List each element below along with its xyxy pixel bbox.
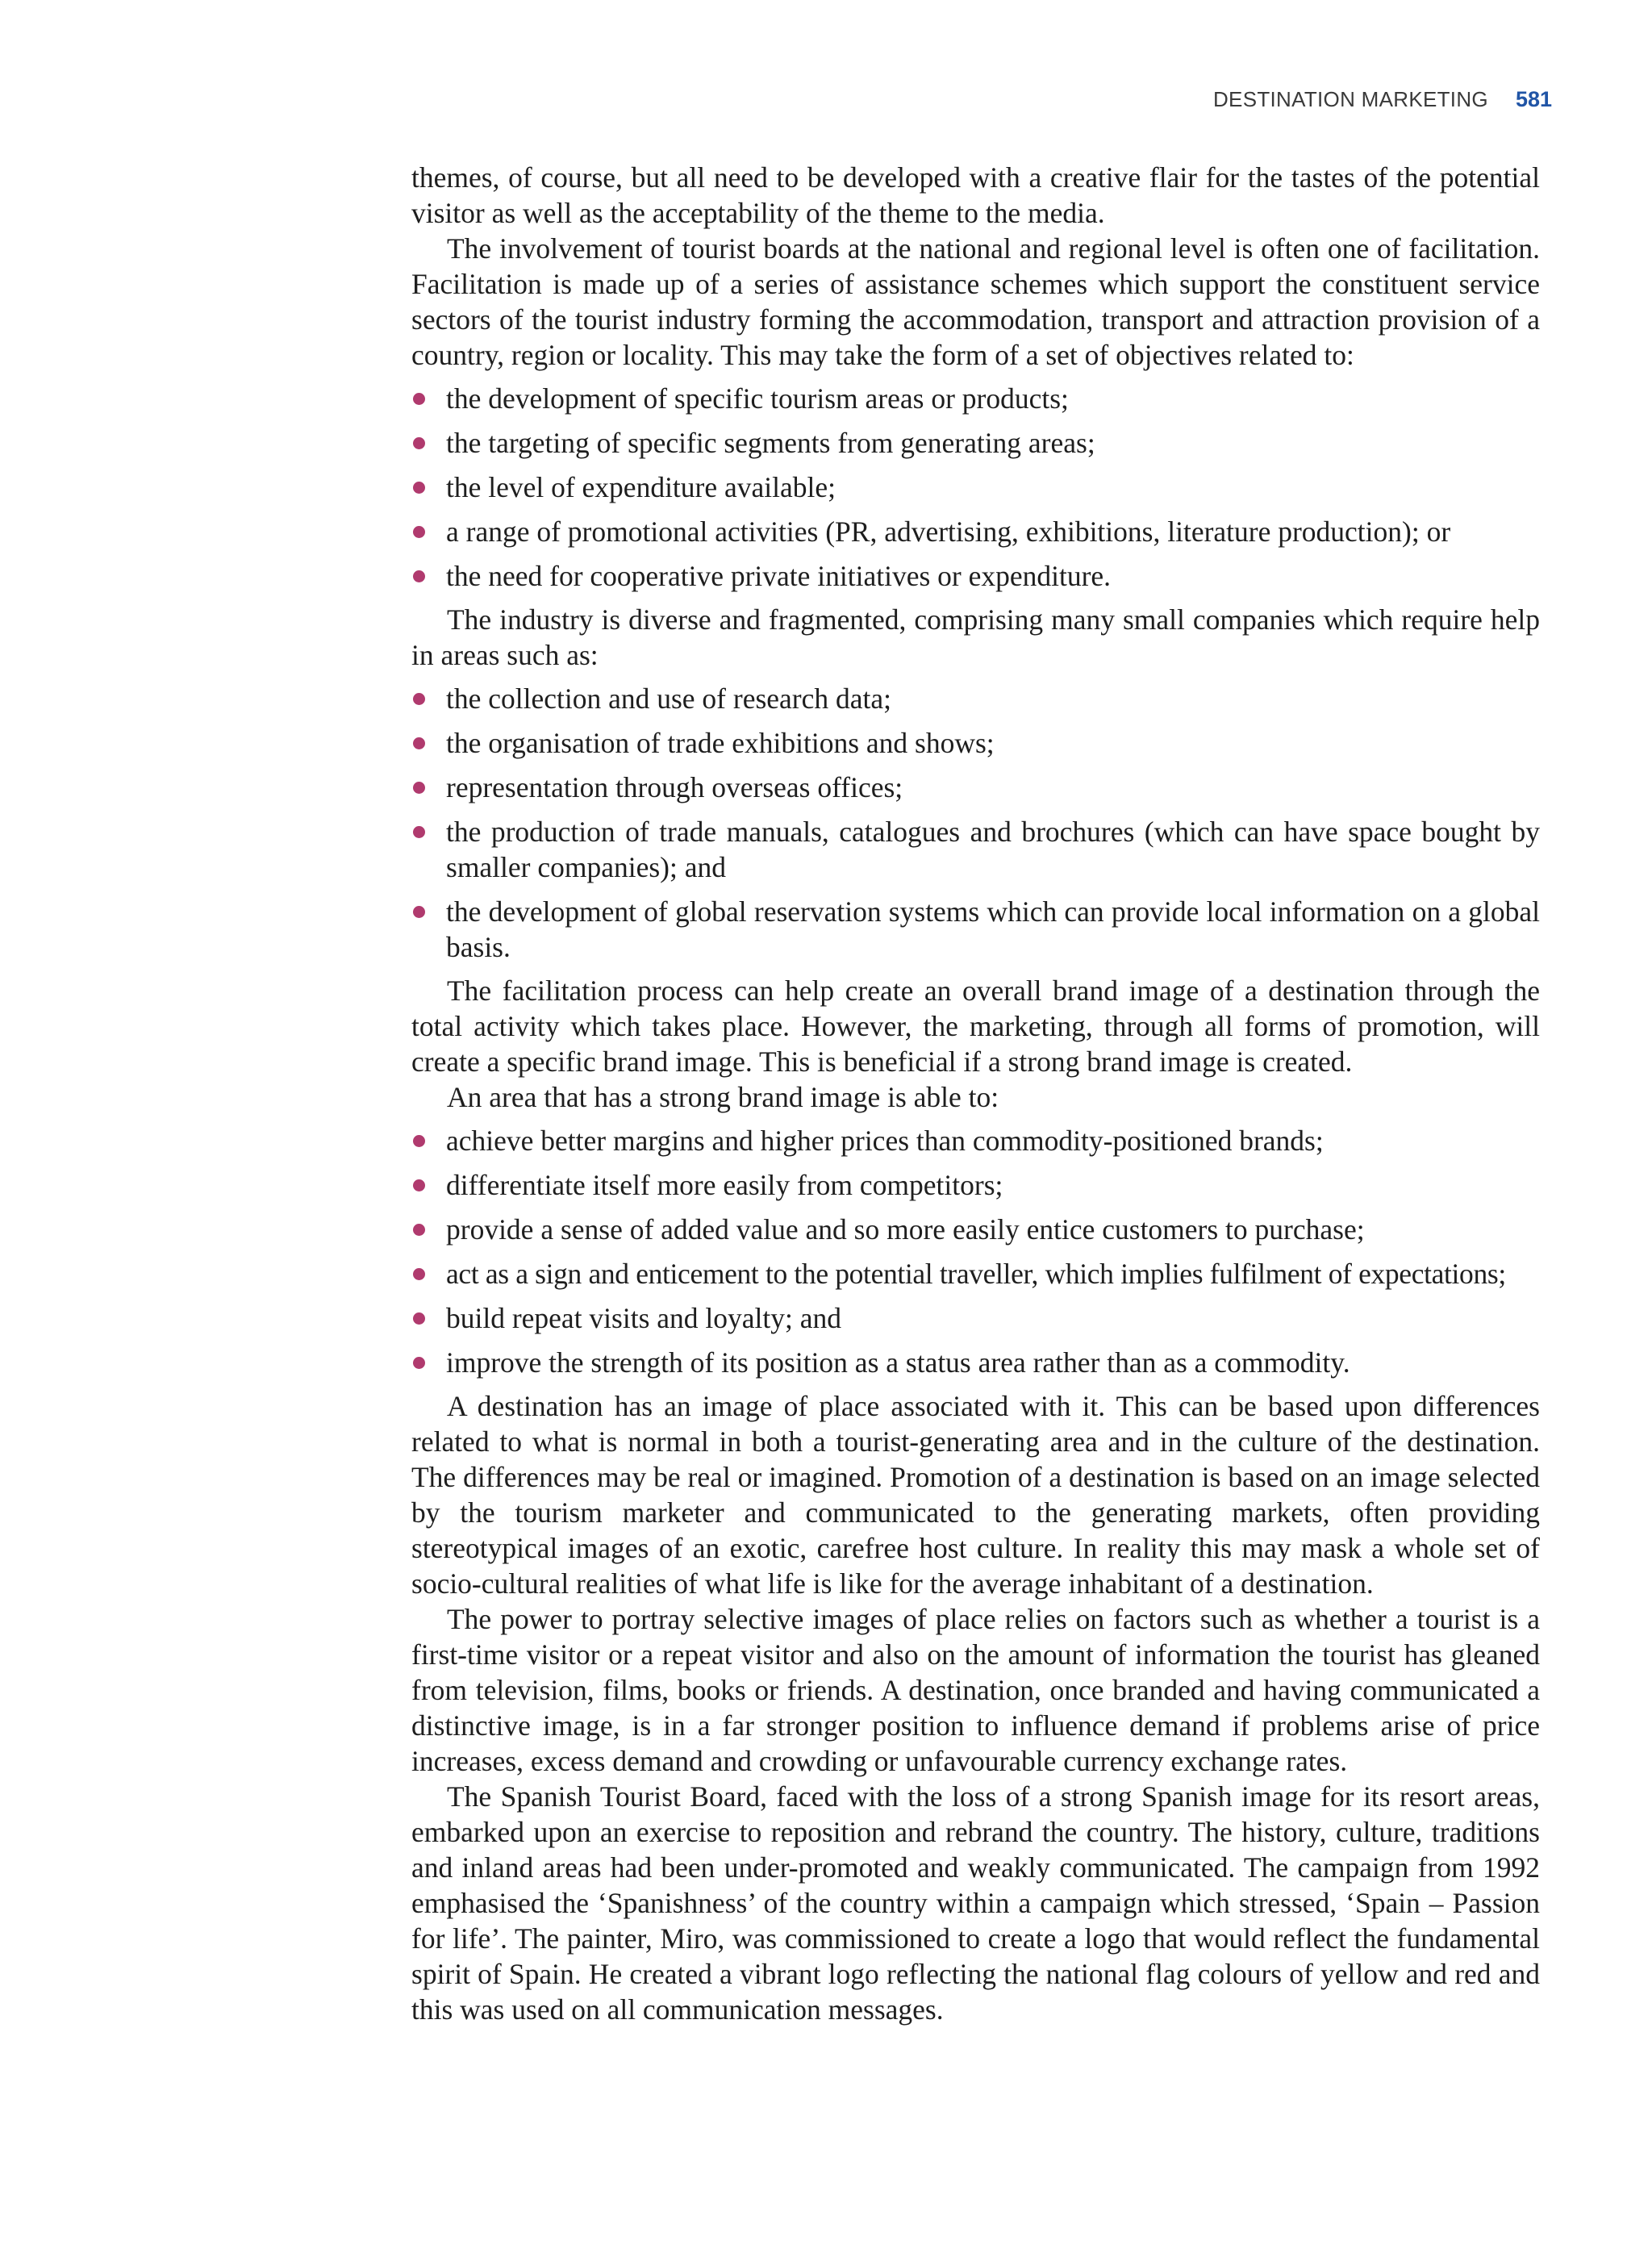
- bullet-icon: [413, 693, 425, 705]
- list-item: the collection and use of research data;: [411, 681, 1540, 716]
- list-item: improve the strength of its position as a status area rather than as a commodity.: [411, 1345, 1540, 1380]
- bullet-icon: [413, 570, 425, 582]
- list-item: the development of global reservation systems which can provide local information on a global basis.: [411, 894, 1540, 965]
- bullet-icon: [413, 1224, 425, 1236]
- list-item: the need for cooperative private initiatives or expenditure.: [411, 558, 1540, 594]
- list-item: act as a sign and enticement to the potential traveller, which implies fulfilment of expectations;: [411, 1256, 1540, 1292]
- list-item: achieve better margins and higher prices than commodity-positioned brands;: [411, 1123, 1540, 1158]
- bullet-icon: [413, 906, 425, 918]
- paragraph-selective-images: The power to portray selective images of place relies on factors such as whether a tourist is a first-time visitor or a repeat visitor and also on the amount of information the tourist has gleaned from television, films, books or friends. A destination, once branded and having communicated a distinctive image, is in a far stronger position to influence demand if problems arise of price increases, excess demand and crowding or unfavourable currency exchange rates.: [411, 1603, 1540, 1777]
- paragraph-strong-brand: An area that has a strong brand image is able to:: [447, 1081, 999, 1113]
- list-item: build repeat visits and loyalty; and: [411, 1300, 1540, 1336]
- paragraph-continued: themes, of course, but all need to be developed with a creative flair for the tastes of the potential visitor as well as the acceptability of the theme to the media.: [411, 161, 1540, 229]
- body-text: [411, 160, 1540, 2027]
- bullet-icon: [413, 482, 425, 494]
- bullet-icon: [413, 1312, 425, 1325]
- paragraph-brand-image: The facilitation process can help create an overall brand image of a destination through the total activity which takes place. However, the marketing, through all forms of promotion, will create a specific brand image. This is beneficial if a strong brand image is created.: [411, 974, 1540, 1078]
- paragraph-spanish-tourist-board: The Spanish Tourist Board, faced with the loss of a strong Spanish image for its resort areas, embarked upon an exercise to reposition and rebrand the country. The history, culture, traditions and inland areas had been under-promoted and weakly communicated. The campaign from 1992 emphasised the ‘Spanishness’ of the country within a campaign which stressed, ‘Spain – Passion for life’. The painter, Miro, was commissioned to create a logo that would reflect the fundamental spirit of Spain. He created a vibrant logo reflecting the national flag colours of yellow and red and this was used on all communication messages.: [411, 1780, 1540, 2026]
- help-areas-list: [411, 681, 1540, 965]
- list-item: the targeting of specific segments from generating areas;: [411, 425, 1540, 461]
- bullet-icon: [413, 437, 425, 449]
- bullet-icon: [413, 393, 425, 405]
- list-item: a range of promotional activities (PR, advertising, exhibitions, literature production); or: [411, 514, 1540, 549]
- list-item: the production of trade manuals, catalogues and brochures (which can have space bought by smaller companies); and: [411, 814, 1540, 885]
- bullet-icon: [413, 1135, 425, 1147]
- page-number: 581: [1515, 87, 1552, 111]
- list-item: the development of specific tourism areas or products;: [411, 381, 1540, 416]
- bullet-icon: [413, 782, 425, 794]
- bullet-icon: [413, 526, 425, 538]
- list-item: the level of expenditure available;: [411, 469, 1540, 505]
- running-head: [1213, 87, 1552, 112]
- brand-benefits-list: [411, 1123, 1540, 1380]
- paragraph-industry: The industry is diverse and fragmented, comprising many small companies which require help in areas such as:: [411, 603, 1540, 671]
- bullet-icon: [413, 1268, 425, 1280]
- bullet-icon: [413, 826, 425, 838]
- list-item: provide a sense of added value and so more easily entice customers to purchase;: [411, 1212, 1540, 1247]
- list-item: the organisation of trade exhibitions and shows;: [411, 725, 1540, 761]
- list-item: representation through overseas offices;: [411, 770, 1540, 805]
- bullet-icon: [413, 1357, 425, 1369]
- running-title: DESTINATION MARKETING: [1212, 87, 1488, 111]
- bullet-icon: [413, 737, 425, 749]
- list-item: differentiate itself more easily from competitors;: [411, 1167, 1540, 1203]
- objectives-list: [411, 381, 1540, 594]
- paragraph-facilitation: The involvement of tourist boards at the national and regional level is often one of facilitation. Facilitation is made up of a series of assistance schemes which support the constituent service sectors of the tourist industry forming the accommodation, transport and attraction provision of a country, region or locality. This may take the form of a set of objectives related to:: [411, 232, 1540, 371]
- bullet-icon: [413, 1179, 425, 1191]
- paragraph-destination-image: A destination has an image of place associated with it. This can be based upon differences related to what is normal in both a tourist-generating area and in the culture of the destination. The differences may be real or imagined. Promotion of a destination is based on an image selected by the tourism marketer and communicated to the generating markets, often providing stereotypical images of an exotic, carefree host culture. In reality this may mask a whole set of socio-cultural realities of what life is like for the average inhabitant of a destination.: [411, 1390, 1540, 1600]
